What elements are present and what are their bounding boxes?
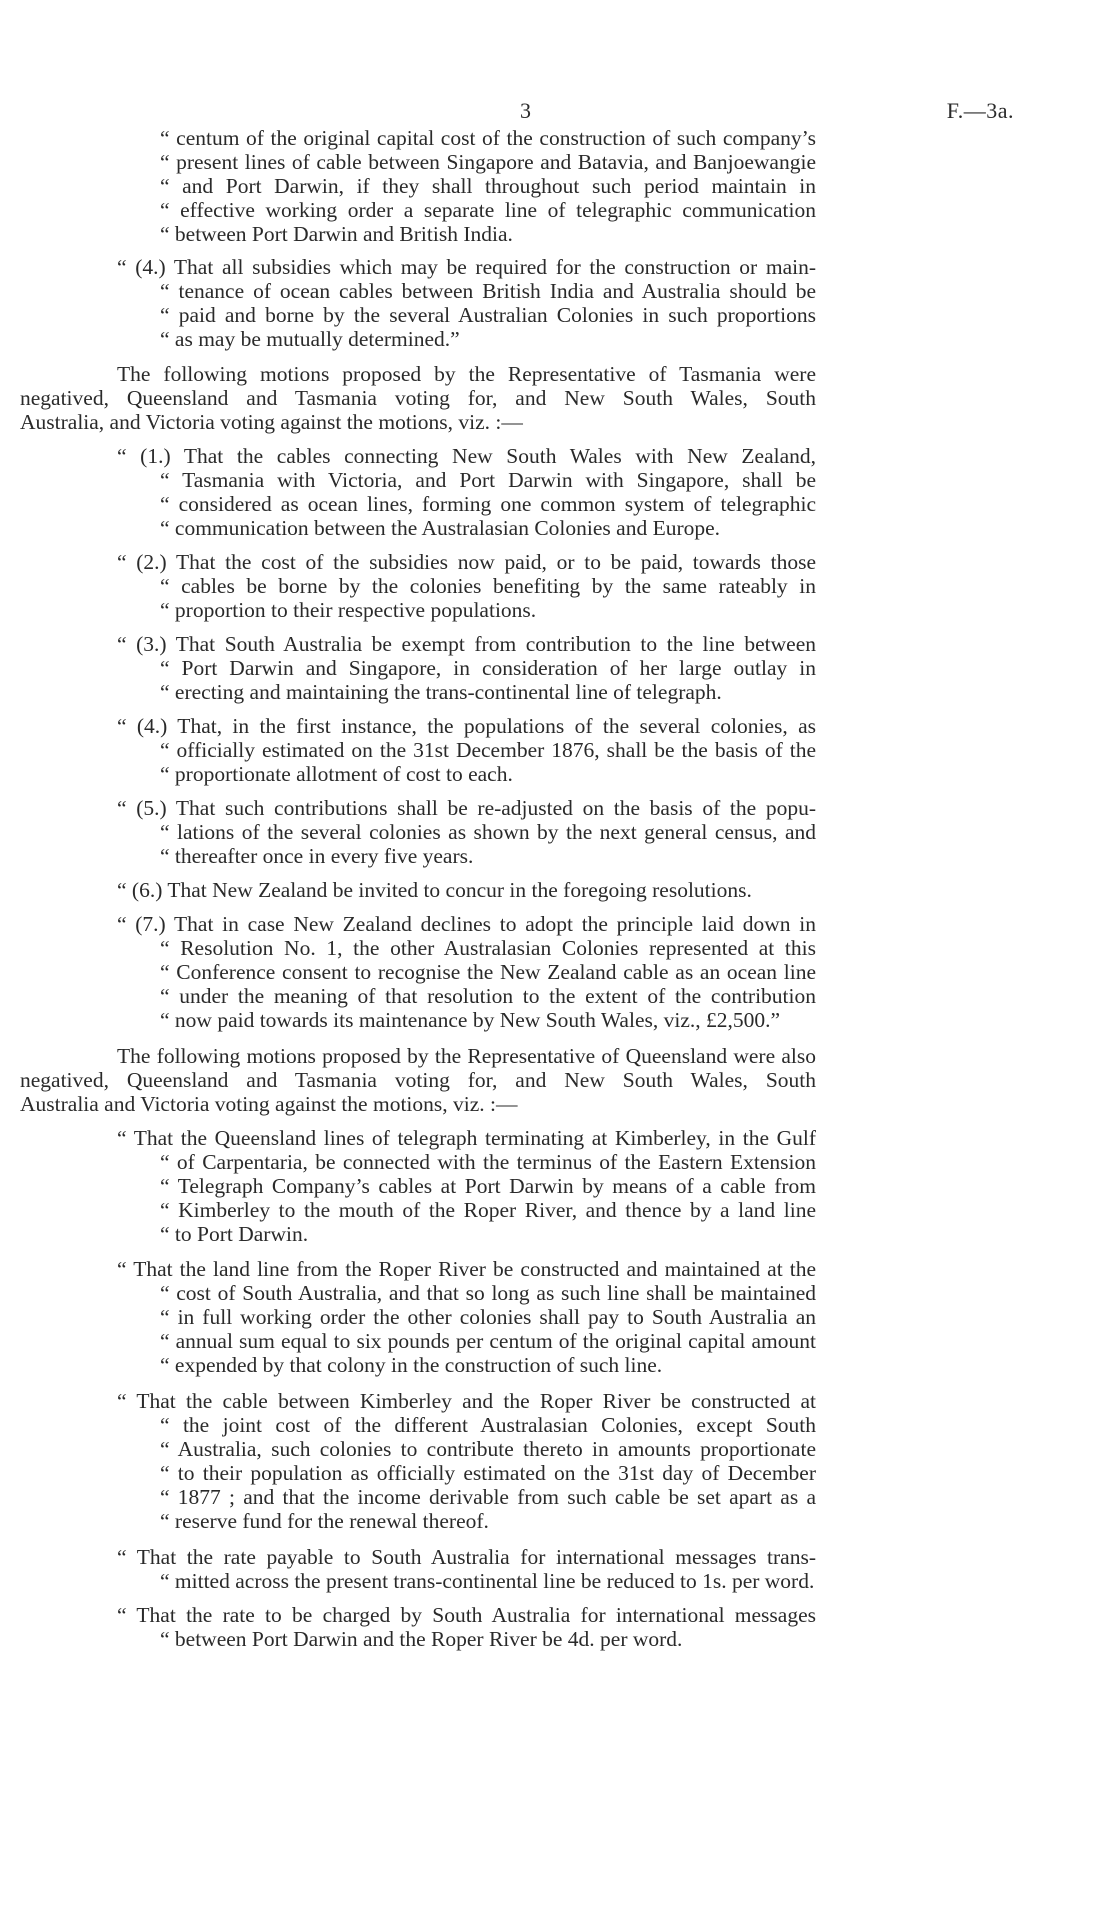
text-line: “ erecting and maintaining the trans-continental line of telegraph. — [160, 680, 722, 704]
text-line: “ to their population as officially estimated on the 31st day of December — [160, 1461, 816, 1485]
text-line: “ (4.) That, in the first instance, the populations of the several colonies, as — [117, 714, 816, 738]
text-line: “ proportionate allotment of cost to each. — [160, 762, 513, 786]
text-line: “ cost of South Australia, and that so long as such line shall be maintained — [160, 1281, 816, 1305]
text-line: “ Resolution No. 1, the other Australasian Colonies represented at this — [160, 936, 816, 960]
text-line: negatived, Queensland and Tasmania voting for, and New South Wales, South — [20, 386, 816, 410]
text-line: “ now paid towards its maintenance by New South Wales, viz., £2,500.” — [160, 1008, 781, 1032]
text-line: “ communication between the Australasian Colonies and Europe. — [160, 516, 721, 540]
text-line: “ as may be mutually determined.” — [160, 327, 460, 351]
text-line: “ expended by that colony in the construction of such line. — [160, 1353, 663, 1377]
text-line: “ officially estimated on the 31st December 1876, shall be the basis of the — [160, 738, 816, 762]
text-line: “ (1.) That the cables connecting New South Wales with New Zealand, — [117, 444, 816, 468]
text-line: “ That the land line from the Roper River be constructed and maintained at the — [117, 1257, 816, 1281]
text-line: “ That the rate payable to South Australia for international messages trans- — [117, 1545, 816, 1569]
text-line: “ (7.) That in case New Zealand declines to adopt the principle laid down in — [117, 912, 816, 936]
text-line: “ between Port Darwin and the Roper River be 4d. per word. — [160, 1627, 683, 1651]
text-line: “ (3.) That South Australia be exempt from contribution to the line between — [117, 632, 816, 656]
text-line: “ Australia, such colonies to contribute thereto in amounts proportionate — [160, 1437, 816, 1461]
text-line: “ centum of the original capital cost of the construction of such company’s — [160, 126, 816, 150]
text-line: “ tenance of ocean cables between British India and Australia should be — [160, 279, 816, 303]
text-line: “ of Carpentaria, be connected with the terminus of the Eastern Extension — [160, 1150, 816, 1174]
text-line: “ cables be borne by the colonies benefiting by the same rateably in — [160, 574, 816, 598]
page-header — [0, 98, 1114, 128]
text-line: The following motions proposed by the Representative of Queensland were also — [117, 1044, 816, 1068]
text-line: “ Kimberley to the mouth of the Roper River, and thence by a land line — [160, 1198, 816, 1222]
text-line: “ to Port Darwin. — [160, 1222, 309, 1246]
page-number: 3 — [520, 98, 531, 123]
text-line: “ (4.) That all subsidies which may be required for the construction or main- — [117, 255, 816, 279]
text-line: “ (5.) That such contributions shall be re-adjusted on the basis of the popu- — [117, 796, 816, 820]
text-line: “ in full working order the other colonies shall pay to South Australia an — [160, 1305, 816, 1329]
text-line: “ thereafter once in every five years. — [160, 844, 474, 868]
text-line: “ and Port Darwin, if they shall throughout such period maintain in — [160, 174, 816, 198]
text-line: “ reserve fund for the renewal thereof. — [160, 1509, 489, 1533]
text-line: “ present lines of cable between Singapore and Batavia, and Banjoewangie — [160, 150, 816, 174]
text-line: Australia and Victoria voting against the motions, viz. :— — [20, 1092, 518, 1116]
text-line: “ Telegraph Company’s cables at Port Darwin by means of a cable from — [160, 1174, 816, 1198]
text-line: “ mitted across the present trans-continental line be reduced to 1s. per word. — [160, 1569, 815, 1593]
text-line: “ paid and borne by the several Australian Colonies in such proportions — [160, 303, 816, 327]
text-line: “ That the cable between Kimberley and the Roper River be constructed at — [117, 1389, 816, 1413]
text-line: “ under the meaning of that resolution to the extent of the contribution — [160, 984, 816, 1008]
text-line: “ That the rate to be charged by South Australia for international messages — [117, 1603, 816, 1627]
text-line: “ between Port Darwin and British India. — [160, 222, 513, 246]
text-line: “ the joint cost of the different Australasian Colonies, except South — [160, 1413, 816, 1437]
text-line: “ (6.) That New Zealand be invited to concur in the foregoing resolutions. — [117, 878, 752, 902]
text-line: “ That the Queensland lines of telegraph terminating at Kimberley, in the Gulf — [117, 1126, 816, 1150]
text-line: “ Conference consent to recognise the New Zealand cable as an ocean line — [160, 960, 816, 984]
text-line: Australia, and Victoria voting against the motions, viz. :— — [20, 410, 523, 434]
text-line: “ considered as ocean lines, forming one common system of telegraphic — [160, 492, 816, 516]
text-line: “ annual sum equal to six pounds per centum of the original capital amount — [160, 1329, 816, 1353]
document-reference: F.—3a. — [946, 98, 1014, 123]
text-line: “ proportion to their respective populations. — [160, 598, 537, 622]
text-line: “ Tasmania with Victoria, and Port Darwin with Singapore, shall be — [160, 468, 816, 492]
text-line: “ effective working order a separate line of telegraphic communication — [160, 198, 816, 222]
text-line: “ (2.) That the cost of the subsidies now paid, or to be paid, towards those — [117, 550, 816, 574]
text-line: “ 1877 ; and that the income derivable from such cable be set apart as a — [160, 1485, 816, 1509]
text-line: “ lations of the several colonies as shown by the next general census, and — [160, 820, 816, 844]
text-line: The following motions proposed by the Representative of Tasmania were — [117, 362, 816, 386]
text-line: “ Port Darwin and Singapore, in consideration of her large outlay in — [160, 656, 816, 680]
text-line: negatived, Queensland and Tasmania voting for, and New South Wales, South — [20, 1068, 816, 1092]
